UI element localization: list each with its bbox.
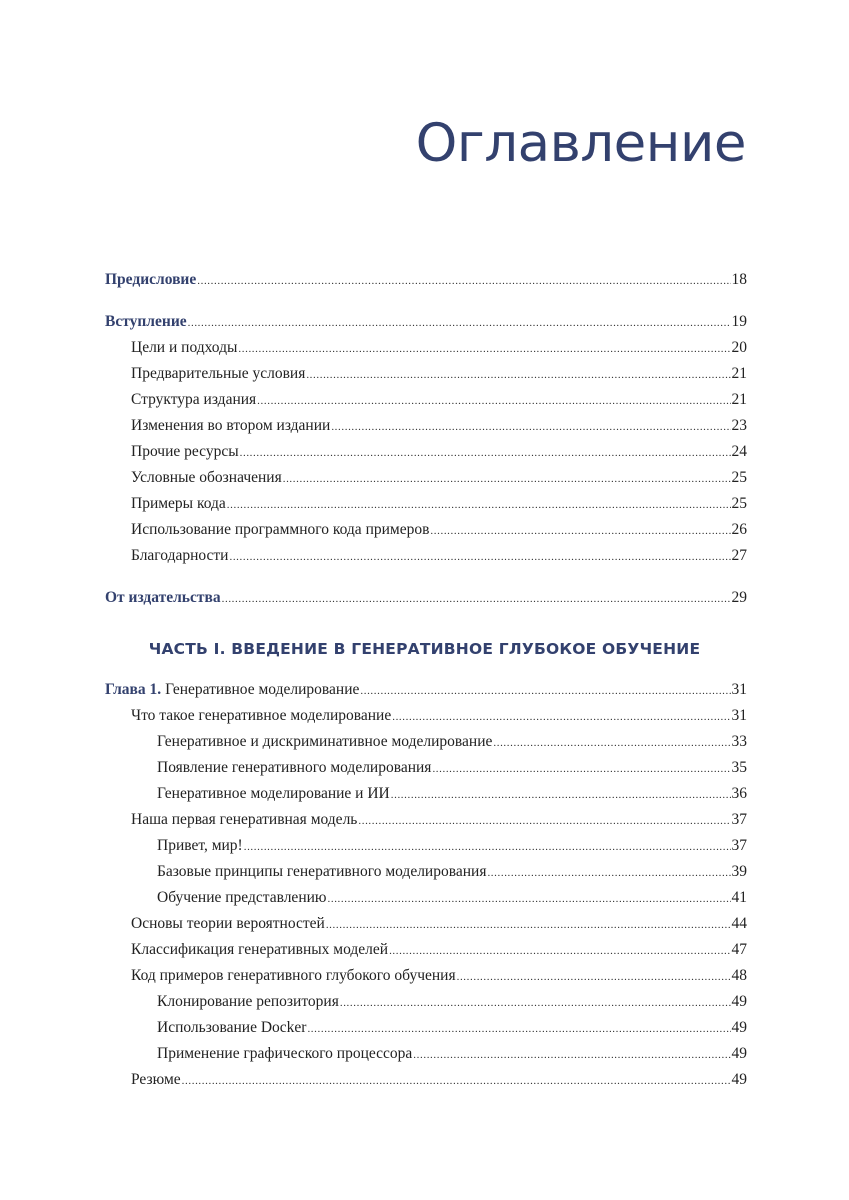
toc-entry[interactable] xyxy=(131,966,747,986)
toc-page-number: 49 xyxy=(731,1045,747,1062)
toc-entry[interactable] xyxy=(131,706,747,726)
toc-page-number: 21 xyxy=(731,391,747,408)
toc-page-number: 27 xyxy=(731,547,747,564)
toc-entry[interactable] xyxy=(131,546,747,566)
leader-dots xyxy=(240,443,731,463)
leader-dots xyxy=(182,1071,731,1091)
leader-dots xyxy=(358,811,730,831)
toc-entry-label: Использование Docker xyxy=(157,1019,307,1036)
toc-entry-label: Благодарности xyxy=(131,547,229,564)
leader-dots xyxy=(238,339,730,359)
leader-dots xyxy=(328,889,731,909)
toc-entry-label: Примеры кода xyxy=(131,495,226,512)
toc-entry-label: Появление генеративного моделирования xyxy=(157,759,432,776)
toc-page-number: 49 xyxy=(731,1019,747,1036)
toc-page-number: 23 xyxy=(731,417,747,434)
toc-entry[interactable] xyxy=(157,758,747,778)
leader-dots xyxy=(391,785,731,805)
page-title: Оглавление xyxy=(415,113,746,174)
leader-dots xyxy=(222,589,731,609)
toc-page-number: 20 xyxy=(731,339,747,356)
toc-entry-introduction[interactable] xyxy=(105,312,747,332)
toc-entry-label: Базовые принципы генеративного моделирования xyxy=(157,863,487,880)
toc-entry[interactable] xyxy=(131,364,747,384)
toc-entry[interactable] xyxy=(131,520,747,540)
toc-page-number: 37 xyxy=(731,837,747,854)
leader-dots xyxy=(283,469,731,489)
toc-entry-label: Генеративное моделирование и ИИ xyxy=(157,785,390,802)
toc-entry[interactable] xyxy=(131,338,747,358)
toc-entry-label: Привет, мир! xyxy=(157,837,243,854)
toc-page-number: 19 xyxy=(731,313,747,330)
toc-entry[interactable] xyxy=(131,468,747,488)
toc-entry-label: Цели и подходы xyxy=(131,339,238,356)
toc-entry-label: Предисловие xyxy=(105,271,197,288)
toc-page-number: 49 xyxy=(731,1071,747,1088)
toc-page-number: 44 xyxy=(731,915,747,932)
part-heading: ЧАСТЬ I. ВВЕДЕНИЕ В ГЕНЕРАТИВНОЕ ГЛУБОКОЕ ОБУЧЕНИЕ xyxy=(148,640,701,658)
toc-entry[interactable] xyxy=(131,442,747,462)
toc-entry-label: Клонирование репозитория xyxy=(157,993,339,1010)
toc-page-number: 26 xyxy=(731,521,747,538)
toc-entry[interactable] xyxy=(157,732,747,752)
leader-dots xyxy=(227,495,731,515)
toc-entry-label: От издательства xyxy=(105,589,221,606)
toc-page-number: 41 xyxy=(731,889,747,906)
toc-page-number: 25 xyxy=(731,495,747,512)
toc-entry[interactable] xyxy=(131,810,747,830)
toc-entry[interactable] xyxy=(157,1044,747,1064)
leader-dots xyxy=(340,993,731,1013)
toc-page-number: 31 xyxy=(731,707,747,724)
leader-dots xyxy=(392,707,730,727)
toc-entry[interactable] xyxy=(157,784,747,804)
toc-entry-label: Основы теории вероятностей xyxy=(131,915,325,932)
toc-entry[interactable] xyxy=(157,1018,747,1038)
toc-entry[interactable] xyxy=(157,888,747,908)
leader-dots xyxy=(257,391,730,411)
toc-entry-from-publisher[interactable] xyxy=(105,588,747,608)
toc-entry[interactable] xyxy=(131,416,747,436)
toc-page-number: 48 xyxy=(731,967,747,984)
chapter-title: Генеративное моделирование xyxy=(165,681,360,698)
toc-entry-label: Код примеров генеративного глубокого обучения xyxy=(131,967,456,984)
toc-page-number: 18 xyxy=(731,271,747,288)
leader-dots xyxy=(229,547,730,567)
toc-page-number: 33 xyxy=(731,733,747,750)
chapter-heading xyxy=(105,680,359,700)
leader-dots xyxy=(432,759,730,779)
toc-entry[interactable] xyxy=(131,940,747,960)
toc-entry-label: Вступление xyxy=(105,313,187,330)
toc-entry-label: Использование программного кода примеров xyxy=(131,521,430,538)
leader-dots xyxy=(306,365,730,385)
toc-entry[interactable] xyxy=(131,494,747,514)
leader-dots xyxy=(331,417,730,437)
toc-page-number: 37 xyxy=(731,811,747,828)
toc-entry-label: Обучение представлению xyxy=(157,889,327,906)
leader-dots xyxy=(430,521,730,541)
toc-entry[interactable] xyxy=(131,390,747,410)
toc-page-number: 49 xyxy=(731,993,747,1010)
toc-entry[interactable] xyxy=(157,836,747,856)
leader-dots xyxy=(487,863,730,883)
leader-dots xyxy=(307,1019,730,1039)
leader-dots xyxy=(457,967,731,987)
toc-page-number: 29 xyxy=(731,589,747,606)
toc-entry-label: Условные обозначения xyxy=(131,469,282,486)
toc-entry-label: Применение графического процессора xyxy=(157,1045,413,1062)
toc-entry-label: Прочие ресурсы xyxy=(131,443,239,460)
toc-entry-chapter-1[interactable] xyxy=(105,680,747,700)
toc-page-number: 39 xyxy=(731,863,747,880)
toc-entry[interactable] xyxy=(157,862,747,882)
toc-entry-preface[interactable] xyxy=(105,270,747,290)
toc-entry-label: Изменения во втором издании xyxy=(131,417,331,434)
toc-entry-label: Классификация генеративных моделей xyxy=(131,941,389,958)
toc-page-number: 24 xyxy=(731,443,747,460)
toc-page-number: 35 xyxy=(731,759,747,776)
leader-dots xyxy=(244,837,731,857)
chapter-number: Глава 1. xyxy=(105,681,162,698)
toc-entry-label: Структура издания xyxy=(131,391,257,408)
toc-entry-label: Резюме xyxy=(131,1071,181,1088)
leader-dots xyxy=(197,271,730,291)
toc-page-number: 31 xyxy=(731,681,747,698)
toc-entry[interactable] xyxy=(131,914,747,934)
leader-dots xyxy=(188,313,731,333)
toc-entry[interactable] xyxy=(157,992,747,1012)
toc-entry[interactable] xyxy=(131,1070,747,1090)
toc-page-number: 47 xyxy=(731,941,747,958)
leader-dots xyxy=(413,1045,730,1065)
toc-page-number: 25 xyxy=(731,469,747,486)
toc-entry-label: Генеративное и дискриминативное моделирование xyxy=(157,733,493,750)
leader-dots xyxy=(326,915,731,935)
leader-dots xyxy=(360,681,730,701)
toc-page-number: 36 xyxy=(731,785,747,802)
toc-entry-label: Наша первая генеративная модель xyxy=(131,811,358,828)
toc-entry-label: Что такое генеративное моделирование xyxy=(131,707,392,724)
leader-dots xyxy=(493,733,730,753)
toc-page-number: 21 xyxy=(731,365,747,382)
toc-entry-label: Предварительные условия xyxy=(131,365,306,382)
leader-dots xyxy=(389,941,730,961)
